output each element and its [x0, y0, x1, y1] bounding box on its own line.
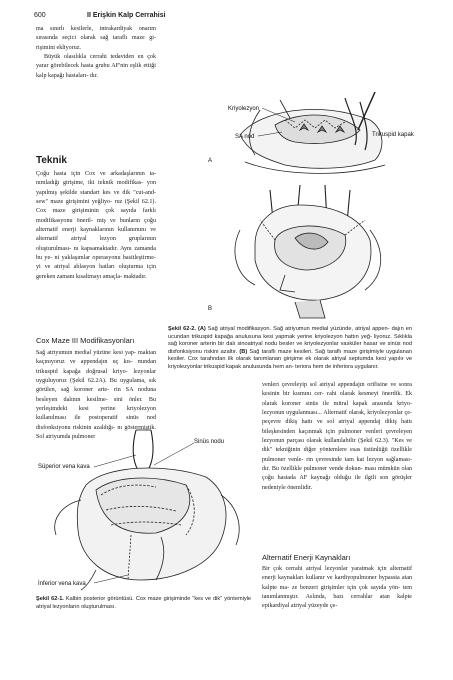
label-inferior-vena-kava: İnferior vena kava: [38, 581, 86, 587]
label-sa-nod: SA nod: [235, 134, 255, 140]
label-kriyolezyon: Kriyolezyon: [228, 106, 260, 112]
panel-a-letter: A: [208, 158, 213, 164]
alternatif-enerji-body: [262, 565, 412, 612]
section-heading-cox-maze: Cox Maze III Modifikasyonları: [36, 336, 135, 345]
figure-62-2-caption-label-b: (B): [237, 348, 248, 355]
intro-paragraph-2: Büyük olasılıkla cerrahi tedaviden en çok yarar görebilecek hasta grubu AF'nin eşlik ettiği kalp kapağı hastaları- dır.: [36, 54, 156, 79]
figure-62-1-caption: [36, 596, 251, 611]
heart-posterior-drawing: [55, 430, 239, 590]
label-trikuspid: Trikuspid kapak: [372, 132, 414, 138]
figure-62-1-caption-label: Şekil 62-1.: [36, 596, 64, 602]
figure-62-1-illustration: [36, 425, 256, 590]
page-number: 600: [34, 12, 46, 19]
intro-paragraph-1: ma sınırlı kesilerle, intrakardiyak onarım sırasında seçici olarak sağ taraflı maze gi- rişimini ekliyoruz.: [36, 26, 156, 51]
figure-62-2-caption: [168, 326, 412, 372]
running-title: II Erişkin Kalp Cerrahisi: [87, 12, 166, 19]
figure-62-2-caption-label: Şekil 62-2. (A): [168, 326, 206, 332]
teknik-paragraph: Çoğu hasta için Cox ve arkadaşlarının ta- nımladığı girişime, iki teknik modifikas- yon yapılmış şekilde standart kes ve dik "cut-and-sew" maze girişimini yeğliyo- ruz (Şekil 62.1). Cox maze girişiminin çok sayıda farklı modifikasyonu öneril- miş ve bunların çoğu alternatif enerji kaynaklarının kullanımını ve alternatif atriyal lezyon gruplarının oluşturulması- nı kapsamaktadır. Aynı zamanda bu ye- ni yaklaşımlar operasyonu basitleştirme- yi ve atriyal ablasyon hatları oluşturma için gereken zamanı kısaltmayı amaçla- maktadır.: [36, 171, 156, 280]
section-heading-alternatif-enerji: Alternatif Enerji Kaynakları: [262, 553, 351, 562]
panel-a-drawing: [240, 92, 385, 173]
alternatif-enerji-paragraph: Bir çok cerrahi atriyal lezyonlar yaratmak için alternatif enerji kaynakları kullanır ve kardiyopulmoner bypassta atan kalpte ma- ze benzeri girişimler için çok sayıda yön- tem tanımlanmıştır. Aslında, bazı cerrahlar atan kalpte epikardiyal atriyal yüzeyde çe-: [262, 566, 412, 610]
figure-62-2-illustration: [200, 80, 414, 325]
label-superior-vena-kava: Süperior vena kava: [38, 464, 90, 470]
teknik-body: [36, 170, 156, 282]
right-column-paragraph: venleri çevreleyip sol atriyal appendajın orifisine ve sonra kesinin bir kısmını cer- rahi olarak kesmeyi önerdik. Ek olarak koroner sinüs ile mitral kapak arasında kriyo- lezyonun uygulanması... Alternatif olarak, kriyolezyonlar çe- peçevre dikiş hattı ve sol atriyal appendaj dikiş hattı bileşkesinden kaçınmak için pulmoner venleri çevreleyen lezyonun parçası olarak kullanılabilir (Şekil 62.3). "Kes ve dik" tekniğinin diğer yöntemlere esas üstünlüğü özellikle pulmoner venle- rin çevresinde tam kat lezyon sağlaması- dır. Bu özellikle pulmoner vende dokun- ması mümkün olan çoğu hastada AF kaynağı olduğu ile ilgili son görüşler nedeniyle önemlidir.: [262, 382, 412, 491]
panel-b-drawing: [235, 185, 381, 318]
figure-62-2-caption-text-b: Sağ taraflı maze kesileri. Sağ taraflı maze girişimiyle uygulanan kesiler. Cox tarafından ilk olarak tanımlanan girişime ek olarak atriyal septumda kesi yapılır ve kriyolezyonlar trikuspid kapak anulusunda hem an- teriora hem de inferiora uygulanır.: [168, 348, 412, 370]
left-column-intro: [36, 25, 156, 81]
figure-62-1-caption-text: Kalbin posterior görüntüsü. Cox maze girişiminde "kes ve dik" yöntemiyle atriyal lezyonların oluşturulması.: [36, 596, 251, 610]
figure-62-2-caption-text-a: Sağ atriyal modifikasyon. Sağ atriyumun medial yüzünde, atriyal appen- dajın en ucundan trikuspid kapağa anulusuna kesi yapmak yerine kriyolezyon hattın yeğ- liyoruz. Sıklıkla sağ koroner arterin bir dalı sinoatriyal nodu besler ve kriyolezyonlar vasküler hasar ve sinüs nod disfonksiyonu riskini azaltır.: [168, 326, 412, 355]
panel-b-letter: B: [208, 306, 213, 312]
right-column-body: [262, 381, 412, 493]
label-sinus-nodu: Sinüs nodu: [194, 439, 225, 445]
section-heading-teknik: Teknik: [36, 155, 67, 166]
cox-maze-paragraph: Sağ atriyumun medial yüzüne kesi yap- maktan kaçınıyoruz ve appendajın uç kıs- mından trikuspid kapağa doğrusal kriyo- lezyonlar uyguluyoruz (Şekil 62.2A). Bu uygulama, sık görülen, sağ koroner arte- rin SA noduna besleyen dalının kesilme- sini önler. Bu yerleşimdeki kesi yerine kriyolezyon kullanılması ile postoperatif sinüs nod disfonksiyonu riskinin azaldığı- nı göstermiştik. Sol atriyumda pulmoner: [36, 350, 156, 441]
